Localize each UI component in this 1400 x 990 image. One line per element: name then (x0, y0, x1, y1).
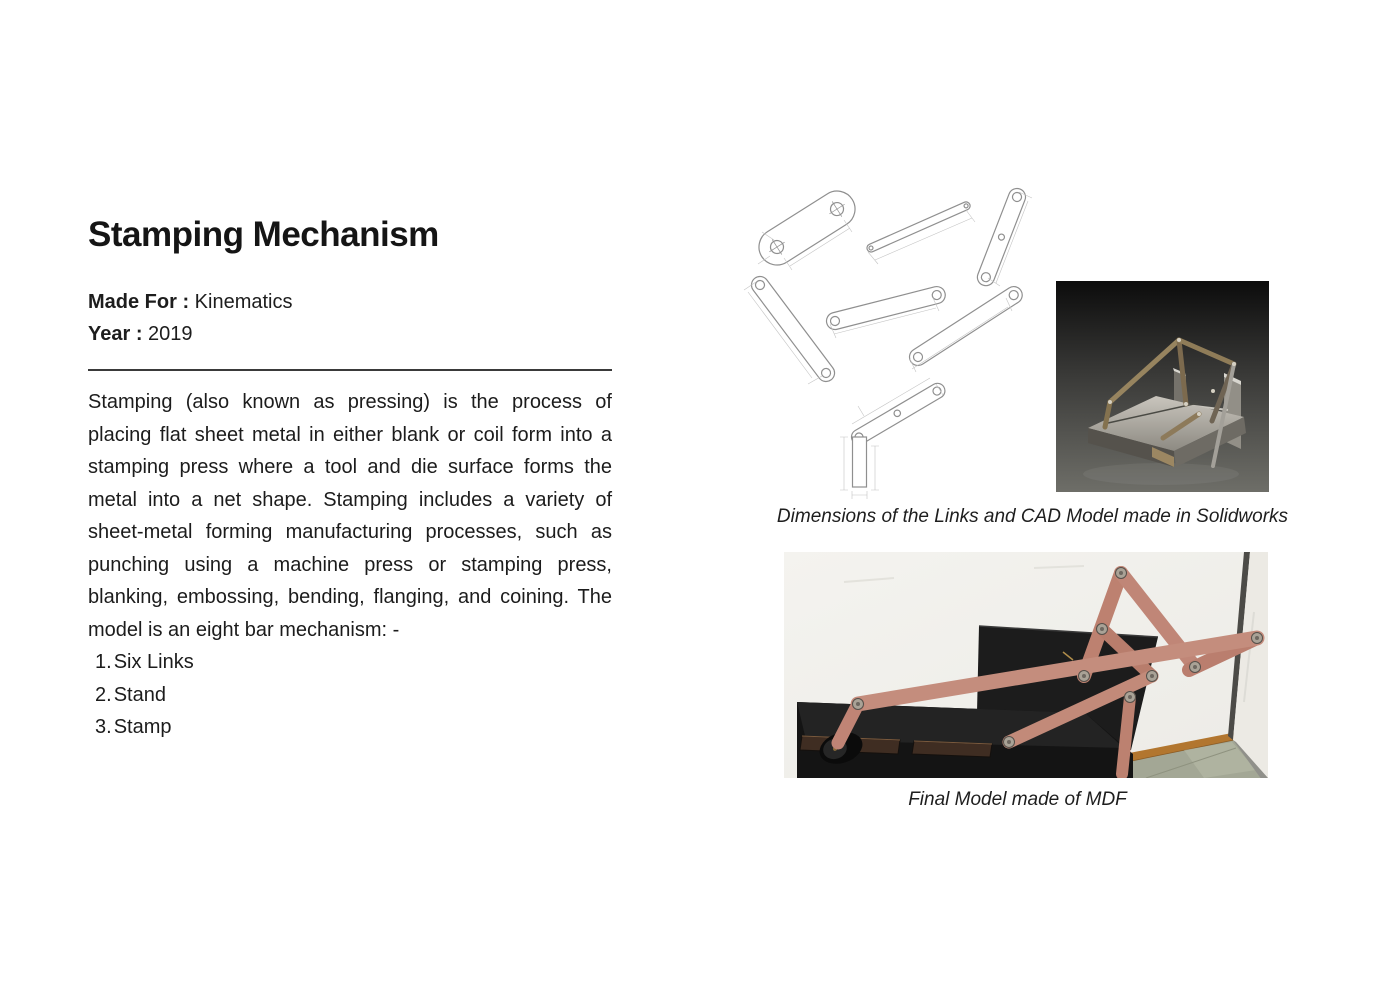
meta-year-value: 2019 (142, 323, 193, 345)
list-item-number: 2. (95, 683, 112, 706)
meta-made-for-label: Made For : (88, 291, 190, 313)
list-item-label: Six Links (113, 651, 194, 673)
list-item-label: Stand (113, 683, 166, 706)
meta-made-for (88, 286, 293, 318)
link-dimension-drawings (740, 178, 1040, 500)
meta-year-label: Year : (88, 323, 143, 345)
cad-model-image (1056, 281, 1269, 492)
list-item-number: 3. (95, 716, 112, 738)
list-item (95, 679, 612, 712)
cad-reflection (1083, 463, 1239, 485)
list-item (95, 646, 612, 679)
cad-render-svg (1056, 281, 1269, 492)
final-model-photo (784, 552, 1268, 778)
meta-made-for-value: Kinematics (189, 291, 293, 313)
meta-year (88, 318, 293, 350)
project-meta (88, 286, 293, 350)
figure1-caption: Dimensions of the Links and CAD Model made in Solidworks (776, 506, 1289, 527)
drawn-links (748, 184, 1028, 487)
page-title: Stamping Mechanism (88, 215, 439, 254)
final-model-photo-svg (784, 552, 1268, 778)
figure2-caption: Final Model made of MDF (908, 789, 1127, 810)
list-item (95, 711, 612, 744)
list-item-label: Stamp (113, 716, 172, 738)
divider-line (88, 369, 612, 371)
component-list (88, 646, 612, 744)
list-item-number: 1. (95, 651, 112, 673)
link-drawings-svg (740, 178, 1040, 500)
project-paragraph: Stamping (also known as pressing) is the process of placing flat sheet metal in either blank or coil form into a stamping press where a tool and die surface forms the metal into a net shape. Stamping includes a variety of sheet-metal forming manufacturing processes, such as punching using a machine press or stamping press, blanking, embossing, bending, flanging, and coining. The model is an eight bar mechanism: - (88, 391, 612, 641)
project-description (88, 386, 612, 744)
